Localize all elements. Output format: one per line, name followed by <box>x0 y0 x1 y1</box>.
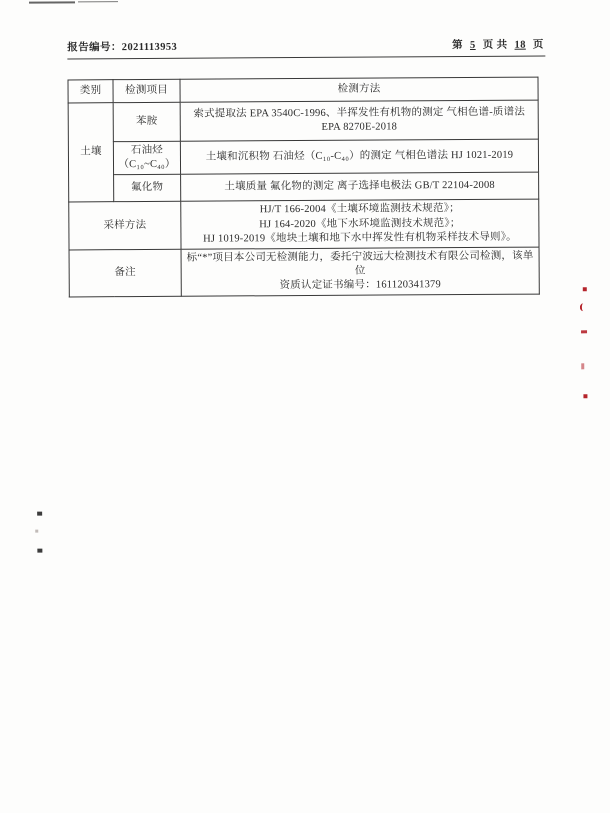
pagination-middle: 页 共 <box>482 39 508 51</box>
red-stamp-fragment <box>583 394 587 398</box>
scan-speck <box>37 512 42 516</box>
header-cell-category: 类别 <box>68 80 113 103</box>
pagination-current-page: 5 <box>469 39 476 51</box>
cell-remarks-content: 标“*”项目本公司无检测能力，委托宁波远大检测技术有限公司检测，该单位 资质认定证书编号：161120341379 <box>181 247 539 297</box>
report-number-label: 报告编号： <box>67 42 122 54</box>
red-stamp-fragment <box>581 330 587 333</box>
report-number-value: 2021113953 <box>121 41 178 54</box>
cell-sampling-label: 采样方法 <box>69 202 181 250</box>
cell-item-fluoride: 氟化物 <box>114 175 181 202</box>
cell-remarks-label: 备注 <box>69 249 181 297</box>
scan-edge-artifact <box>29 1 75 3</box>
red-stamp-fragment <box>581 363 584 369</box>
detection-methods-table <box>67 77 539 298</box>
cell-method-petroleum: 土壤和沉积物 石油烃（C₁₀-C₄₀）的测定 气相色谱法 HJ 1021-2019 <box>180 139 538 175</box>
table-header-row <box>68 77 538 103</box>
scan-edge-artifact <box>78 1 118 2</box>
scan-speck <box>35 530 38 533</box>
pagination-suffix: 页 <box>532 39 544 51</box>
red-stamp-fragment <box>583 287 587 291</box>
header-cell-method: 检测方法 <box>180 77 538 102</box>
table-row-petroleum <box>68 139 538 175</box>
table-row-remarks <box>69 247 539 297</box>
pagination <box>451 37 546 53</box>
cell-category-soil: 土壤 <box>68 103 114 203</box>
red-stamp-fragment <box>580 303 587 311</box>
table-row-fluoride <box>69 172 539 202</box>
document-header <box>67 37 545 60</box>
cell-method-aniline: 索式提取法 EPA 3540C-1996、半挥发性有机物的测定 气相色谱-质谱法 EPA 8270E-2018 <box>180 100 538 141</box>
report-number <box>67 39 177 55</box>
pagination-prefix: 第 <box>452 40 463 52</box>
scan-speck <box>37 549 42 553</box>
cell-item-petroleum: 石油烃 （C₁₀~C₄₀） <box>113 141 180 175</box>
table-row-sampling-method <box>69 199 539 249</box>
cell-item-aniline: 苯胺 <box>113 102 180 141</box>
cell-sampling-content: HJ/T 166-2004《土壤环境监测技术规范》； HJ 164-2020《地下水环境监测技术规范》； HJ 1019-2019《地块土壤和地下水中挥发性有机物采样技术导则》。 <box>181 199 539 249</box>
cell-method-fluoride: 土壤质量 氟化物的测定 离子选择电极法 GB/T 22104-2008 <box>181 172 539 201</box>
header-cell-item: 检测项目 <box>113 79 180 102</box>
pagination-total-pages: 18 <box>514 39 526 51</box>
table-row-aniline <box>68 100 538 142</box>
